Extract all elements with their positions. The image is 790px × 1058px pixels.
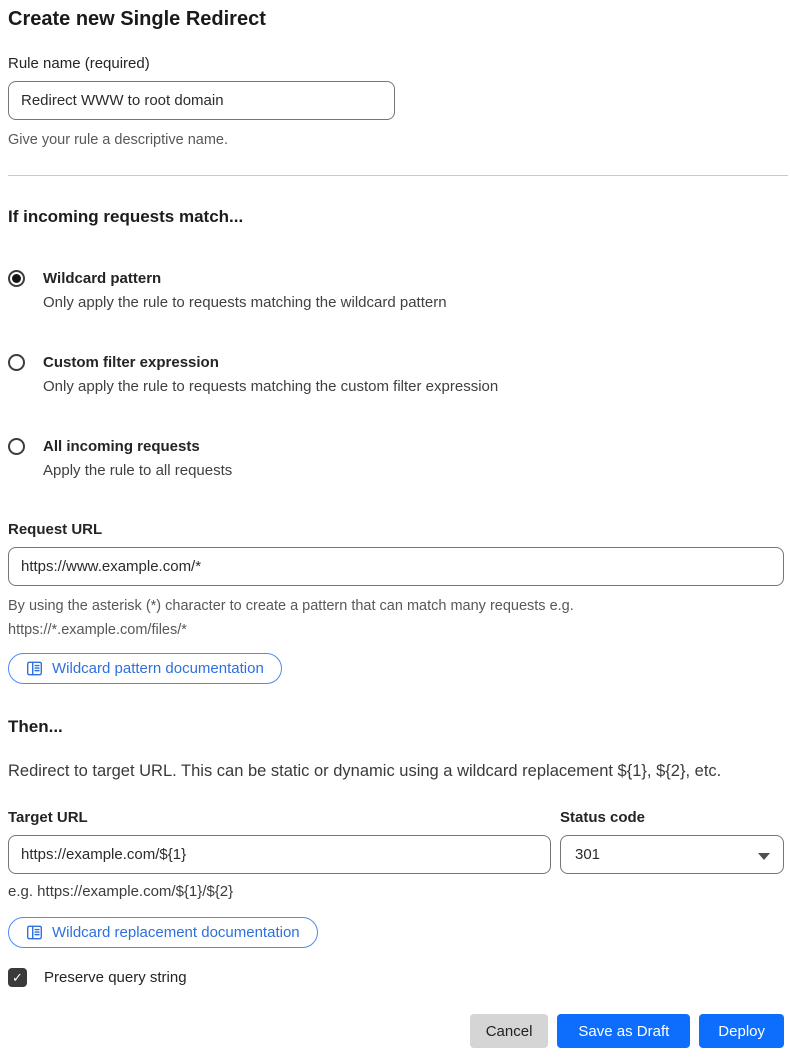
rule-name-input[interactable] <box>8 81 395 120</box>
then-section-heading: Then... <box>8 717 63 736</box>
target-url-helper: e.g. https://example.com/${1}/${2} <box>8 883 234 900</box>
book-icon <box>26 660 43 677</box>
book-icon <box>26 924 43 941</box>
checkmark-icon: ✓ <box>12 969 23 985</box>
match-section-heading: If incoming requests match... <box>8 207 244 226</box>
radio-all-requests[interactable] <box>8 438 25 455</box>
match-type-radio-group <box>8 269 784 481</box>
target-url-label: Target URL <box>8 809 88 826</box>
preserve-query-row[interactable] <box>8 968 784 987</box>
status-code-select[interactable] <box>560 835 784 874</box>
chevron-down-icon <box>758 853 770 860</box>
preserve-query-label: Preserve query string <box>44 969 187 986</box>
radio-label: Wildcard pattern <box>43 270 162 287</box>
radio-description: Only apply the rule to requests matching the custom filter expression <box>43 378 499 395</box>
radio-option-all-requests[interactable] <box>8 437 784 481</box>
deploy-button[interactable]: Deploy <box>699 1014 784 1048</box>
rule-name-helper: Give your rule a descriptive name. <box>8 132 229 148</box>
section-divider <box>8 175 788 176</box>
radio-label: Custom filter expression <box>43 354 219 371</box>
radio-wildcard-pattern[interactable] <box>8 270 25 287</box>
radio-option-wildcard-pattern[interactable] <box>8 269 784 313</box>
wildcard-pattern-docs-button[interactable] <box>8 653 282 684</box>
radio-description: Apply the rule to all requests <box>43 462 233 479</box>
cancel-button[interactable]: Cancel <box>470 1014 549 1048</box>
request-url-label: Request URL <box>8 521 103 538</box>
doc-button-label: Wildcard replacement documentation <box>52 924 300 941</box>
radio-custom-filter[interactable] <box>8 354 25 371</box>
preserve-query-checkbox[interactable] <box>8 968 27 987</box>
radio-option-custom-filter[interactable] <box>8 353 784 397</box>
radio-label: All incoming requests <box>43 438 200 455</box>
doc-button-label: Wildcard pattern documentation <box>52 660 264 677</box>
target-status-row <box>8 785 784 900</box>
target-url-input[interactable] <box>8 835 551 874</box>
wildcard-replacement-docs-button[interactable] <box>8 917 318 948</box>
request-url-helper: By using the asterisk (*) character to create a pattern that can match many requests e.g. https://*.example.com/files/* <box>8 598 574 638</box>
save-as-draft-button[interactable]: Save as Draft <box>557 1014 690 1048</box>
status-code-label: Status code <box>560 809 646 826</box>
page-title: Create new Single Redirect <box>8 8 266 30</box>
then-section-description: Redirect to target URL. This can be static or dynamic using a wildcard replacement ${1}, ${2}, etc. <box>8 762 722 780</box>
rule-name-label: Rule name (required) <box>8 55 150 72</box>
request-url-input[interactable] <box>8 547 784 586</box>
status-code-value: 301 <box>575 846 601 863</box>
radio-description: Only apply the rule to requests matching the wildcard pattern <box>43 294 447 311</box>
form-actions <box>8 1014 784 1048</box>
